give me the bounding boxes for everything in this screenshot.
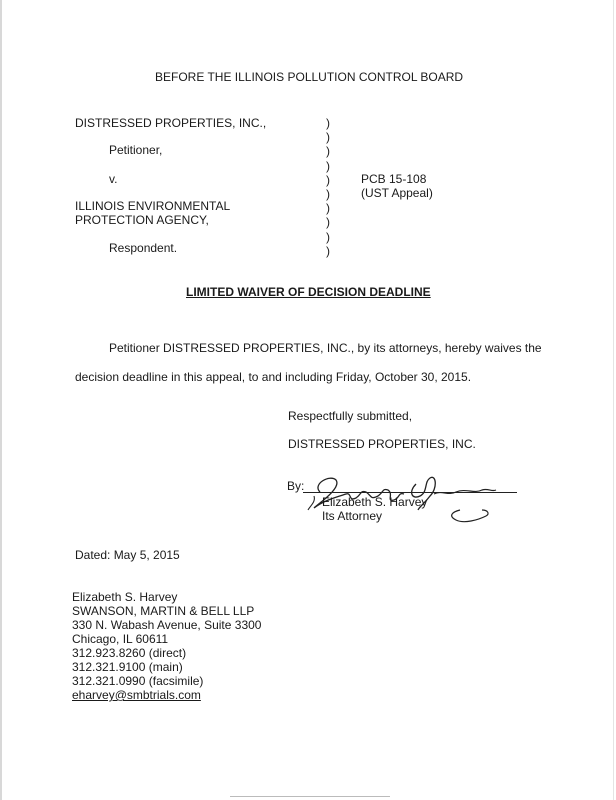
dated-line: Dated: May 5, 2015 bbox=[75, 548, 180, 562]
respondent-name-line1: ILLINOIS ENVIRONMENTAL bbox=[75, 199, 231, 213]
document-title: LIMITED WAIVER OF DECISION DEADLINE bbox=[186, 285, 431, 299]
address-line-2: Chicago, IL 60611 bbox=[72, 632, 169, 646]
scan-bottom-artifact bbox=[230, 796, 390, 797]
caption-parentheses: ) ) ) ) ) ) ) ) ) ) bbox=[326, 116, 330, 258]
phone-main: 312.321.9100 (main) bbox=[72, 660, 183, 674]
phone-fax: 312.321.0990 (facsimile) bbox=[72, 674, 204, 688]
address-line-1: 330 N. Wabash Avenue, Suite 3300 bbox=[72, 618, 262, 632]
respectfully-submitted: Respectfully submitted, bbox=[288, 409, 413, 423]
firm-name: SWANSON, MARTIN & BELL LLP bbox=[72, 604, 255, 618]
respondent-name-line2: PROTECTION AGENCY, bbox=[75, 213, 209, 227]
scan-right-edge bbox=[613, 0, 614, 800]
signer-name: Elizabeth S. Harvey bbox=[322, 495, 428, 509]
signing-party: DISTRESSED PROPERTIES, INC. bbox=[288, 437, 476, 451]
case-type: (UST Appeal) bbox=[361, 186, 433, 200]
email-link[interactable]: eharvey@smbtrials.com bbox=[72, 688, 201, 702]
scan-left-edge bbox=[0, 0, 2, 800]
by-label: By: bbox=[287, 479, 305, 493]
board-heading: BEFORE THE ILLINOIS POLLUTION CONTROL BOARD bbox=[155, 70, 464, 84]
petitioner-name: DISTRESSED PROPERTIES, INC., bbox=[75, 116, 267, 130]
signer-title: Its Attorney bbox=[322, 509, 383, 523]
respondent-role: Respondent. bbox=[109, 241, 178, 255]
body-line-1: Petitioner DISTRESSED PROPERTIES, INC., by its attorneys, hereby waives the bbox=[109, 341, 542, 355]
versus: v. bbox=[109, 172, 118, 186]
body-line-2: decision deadline in this appeal, to and including Friday, October 30, 2015. bbox=[75, 370, 472, 384]
phone-direct: 312.923.8260 (direct) bbox=[72, 646, 187, 660]
petitioner-role: Petitioner, bbox=[109, 143, 163, 157]
case-number: PCB 15-108 bbox=[361, 172, 427, 186]
attorney-name: Elizabeth S. Harvey bbox=[72, 590, 178, 604]
